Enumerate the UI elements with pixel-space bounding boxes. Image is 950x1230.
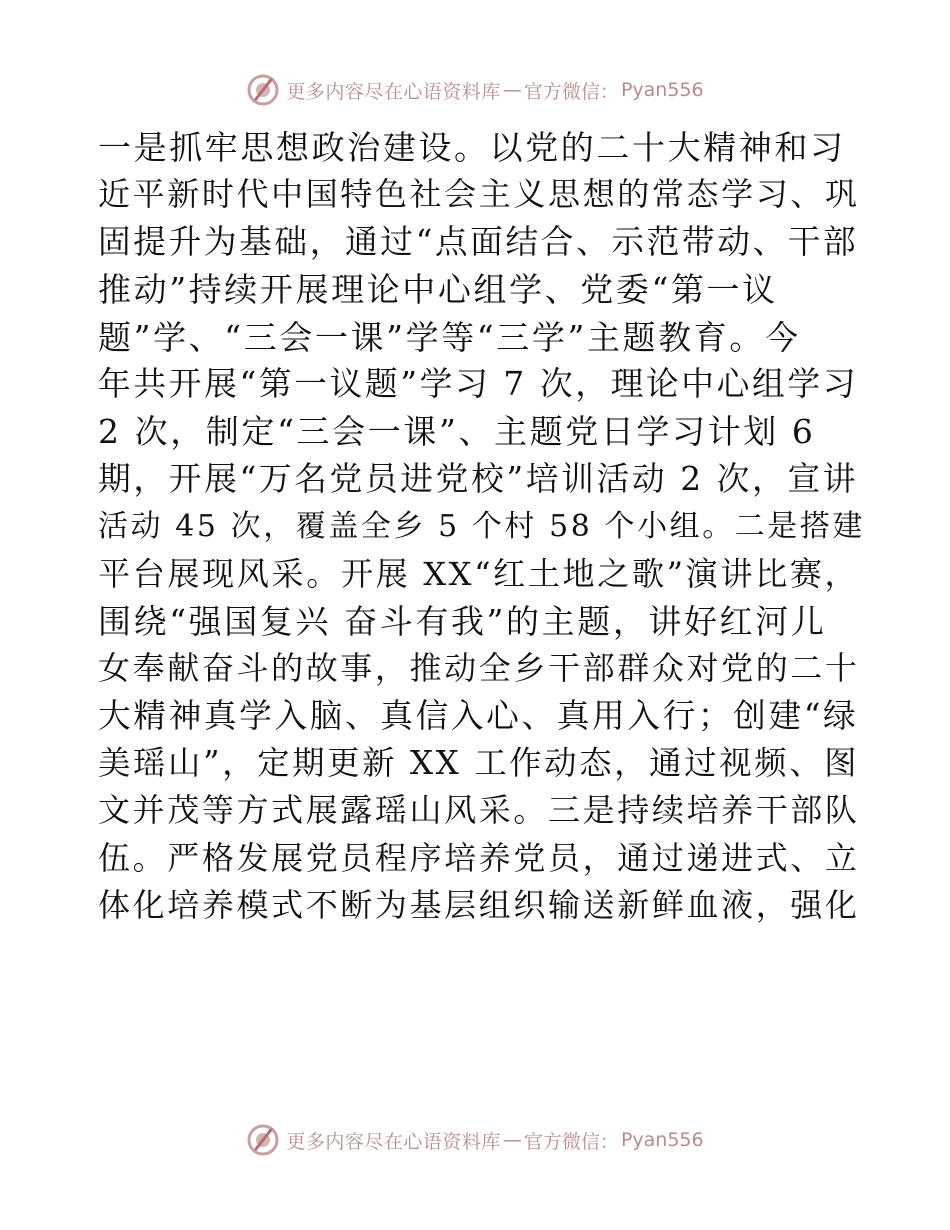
watermark-official-label: 官方微信： [523, 80, 619, 103]
text-line: 近平新时代中国特色社会主义思想的常态学习、巩 [98, 175, 860, 214]
text-line: 活动 45 次，覆盖全乡 5 个村 58 个小组。二是搭建 [98, 509, 865, 545]
text-line: 固提升为基础，通过“点面结合、示范带动、干部 [98, 222, 859, 261]
watermark-separator: — [502, 79, 522, 101]
text-line: 女奉献奋斗的故事，推动全乡干部群众对党的二十 [98, 649, 860, 688]
text-line: 期，开展“万名党员进党校”培训活动 2 次，宣讲 [98, 459, 859, 498]
text-line: 年共开展“第一议题”学习 7 次，理论中心组学习 [98, 364, 859, 403]
watermark-wechat-id: Pyan556 [620, 1129, 704, 1151]
watermark-wechat-id: Pyan556 [620, 79, 704, 101]
text-line: 伍。严格发展党员程序培养党员，通过递进式、立 [98, 838, 860, 877]
watermark-text: 更多内容尽在心语资料库 [286, 80, 501, 103]
document-body [98, 124, 865, 930]
text-line: 一是抓牢思想政治建设。以党的二十大精神和习 [98, 128, 846, 167]
text-line: 推动”持续开展理论中心组学、党委“第一议 [98, 270, 778, 310]
logo-icon [246, 1123, 280, 1157]
logo-icon [246, 73, 280, 107]
text-line: 文并茂等方式展露瑶山风采。三是持续培养干部队 [98, 791, 860, 830]
text-line: 体化培养模式不断为基层组织输送新鲜血液，强化 [98, 886, 860, 925]
text-line: 平台展现风采。开展 XX“红土地之歌”演讲比赛， [98, 554, 860, 593]
text-line: 题”学、“三会一课”学等“三学”主题教育。今 [98, 317, 801, 357]
footer-watermark [0, 1122, 950, 1158]
watermark-official-label: 官方微信： [523, 1130, 619, 1153]
text-line: 大精神真学入脑、真信入心、真用入行；创建“绿 [98, 696, 859, 735]
watermark-separator: — [502, 1129, 522, 1151]
watermark-text: 更多内容尽在心语资料库 [286, 1130, 501, 1153]
text-line: 2 次，制定“三会一课”、主题党日学习计划 6 [98, 412, 816, 452]
text-line: 围绕“强国复兴 奋斗有我”的主题，讲好红河儿 [98, 601, 827, 641]
text-line: 美瑶山”，定期更新 XX 工作动态，通过视频、图 [98, 744, 860, 783]
header-watermark [0, 72, 950, 108]
